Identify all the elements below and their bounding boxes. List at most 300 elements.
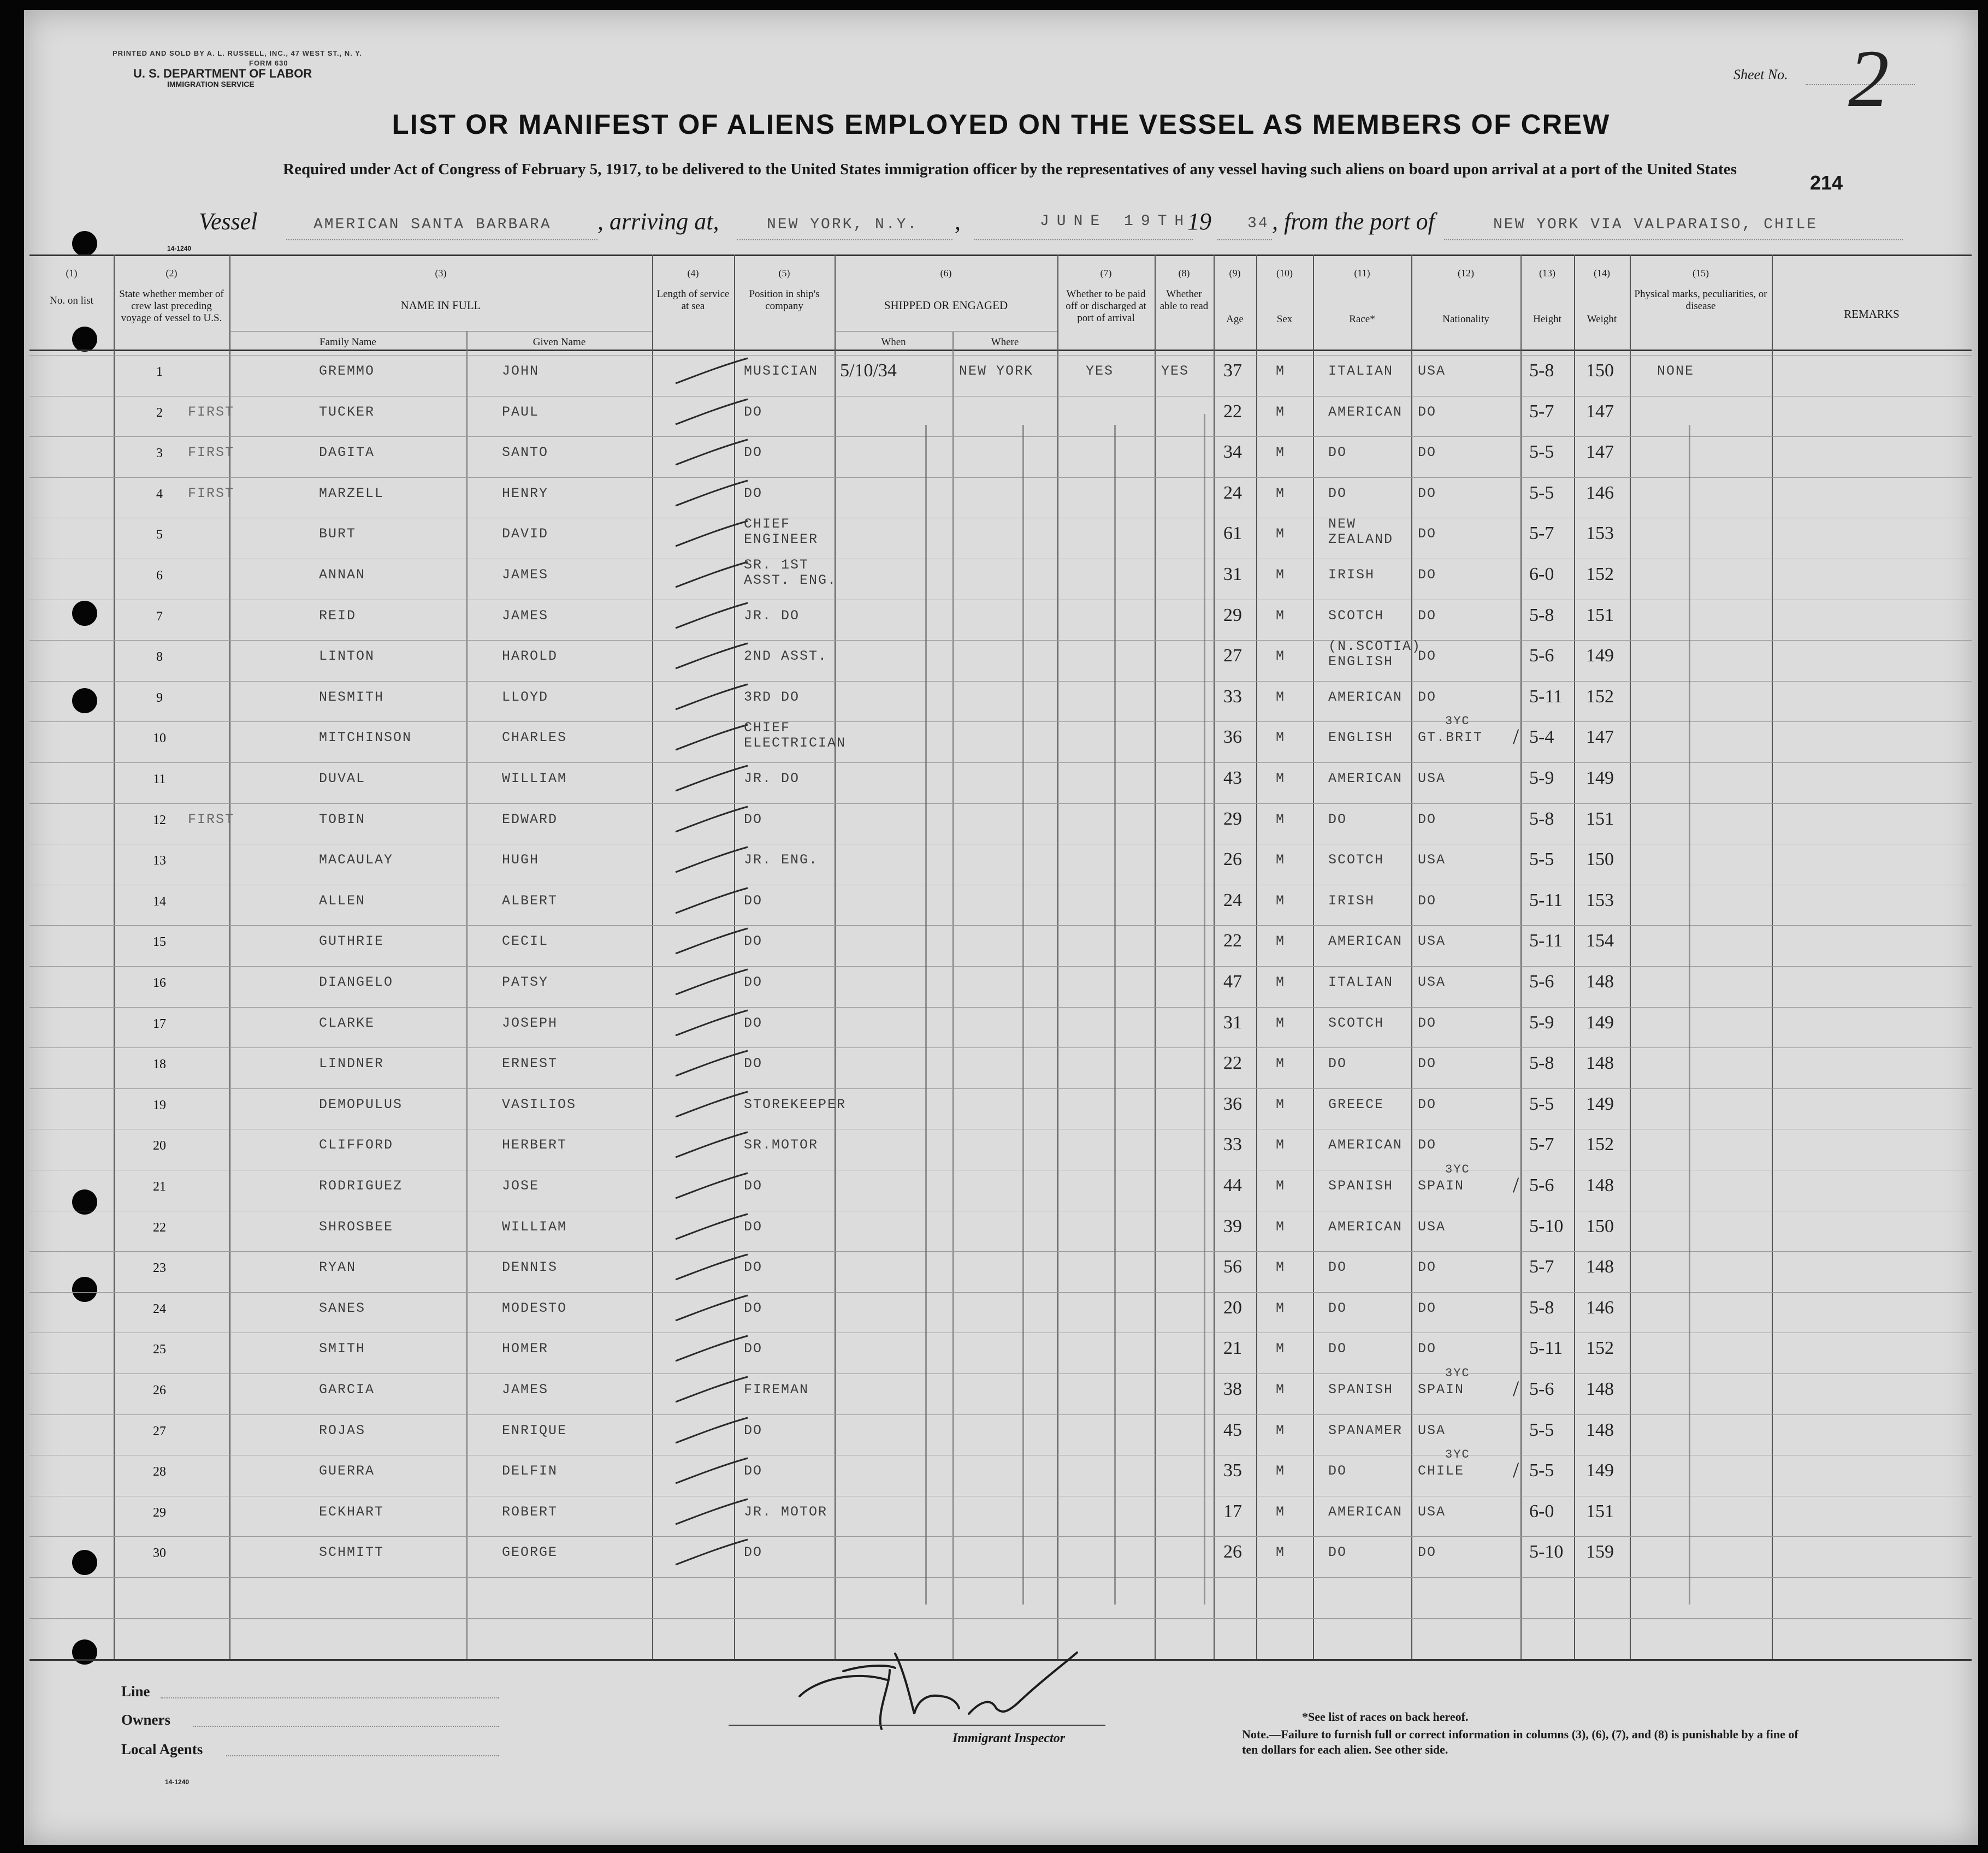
- row-rule: [29, 1618, 1972, 1619]
- cell-age: 47: [1223, 972, 1242, 992]
- cell-age: 17: [1223, 1501, 1242, 1522]
- cell-nat: USA: [1418, 1503, 1446, 1520]
- cell-family: LINDNER: [319, 1056, 384, 1072]
- arriving-value: NEW YORK, N.Y.: [767, 216, 919, 233]
- cell-family: MARZELL: [319, 485, 384, 501]
- cell-height: 5-6: [1529, 1175, 1554, 1195]
- cell-weight: 148: [1586, 1419, 1614, 1440]
- cell-race: GREECE: [1328, 1096, 1384, 1112]
- cell-age: 45: [1223, 1419, 1242, 1440]
- ditto-line: [1689, 425, 1690, 1605]
- cell-family: MACAULAY: [319, 852, 394, 868]
- service-tick-mark: [671, 1414, 753, 1447]
- cell-nat: DO: [1418, 1544, 1437, 1561]
- cell-nat: DO: [1418, 607, 1437, 624]
- cell-height: 5-8: [1529, 808, 1554, 829]
- cell-family: TUCKER: [319, 404, 375, 420]
- cell-position: DO: [744, 1341, 763, 1357]
- cell-given: HAROLD: [502, 648, 558, 665]
- cell-nat: DO: [1418, 892, 1437, 909]
- row-rule: [29, 436, 1972, 437]
- cell-sex: M: [1276, 1422, 1286, 1438]
- penalty-note: Note.—Failure to furnish full or correct information in columns (3), (6), (7), and (8) is punishable by a fine of ten dollars for each alien. See other side.: [1242, 1727, 1798, 1756]
- row-number: 14: [153, 894, 166, 909]
- column-divider: [1574, 254, 1575, 1659]
- column-header: Height: [1533, 313, 1561, 325]
- cell-nat: DO: [1418, 1096, 1437, 1112]
- column-header: Whether to be paid off or discharged at port of arrival: [1066, 288, 1146, 324]
- row-number: 27: [153, 1424, 166, 1438]
- cell-sex: M: [1276, 485, 1286, 501]
- cell-age: 38: [1223, 1379, 1242, 1399]
- check-slash: /: [1513, 1458, 1519, 1483]
- race-note: *See list of races on back hereof.: [1302, 1710, 1469, 1724]
- cell-age: 29: [1223, 605, 1242, 625]
- cell-race: AMERICAN: [1328, 933, 1403, 950]
- cell-position: DO: [744, 1422, 763, 1438]
- cell-weight: 149: [1586, 1093, 1614, 1114]
- cell-given: HUGH: [502, 852, 540, 868]
- ditto-line: [925, 425, 927, 1605]
- row-rule: [29, 1577, 1972, 1578]
- column-header: REMARKS: [1844, 307, 1900, 321]
- cell-age: 31: [1223, 1012, 1242, 1033]
- row-rule: [29, 721, 1972, 722]
- check-slash: /: [1513, 1173, 1519, 1197]
- cell-race: IRISH: [1328, 892, 1375, 909]
- cell-family: SMITH: [319, 1341, 366, 1357]
- service-tick-mark: [671, 966, 753, 999]
- cell-position: DO: [744, 974, 763, 990]
- cell-height: 5-8: [1529, 1053, 1554, 1074]
- cell-weight: 151: [1586, 605, 1614, 625]
- column-number: (4): [687, 268, 699, 279]
- cell-given: CECIL: [502, 933, 549, 950]
- cell-family: RYAN: [319, 1259, 357, 1276]
- cell-prev: FIRST: [188, 485, 235, 501]
- stamp-code: 14-1240: [167, 245, 192, 252]
- cell-race: ENGLISH: [1328, 730, 1394, 746]
- cell-sex: M: [1276, 1178, 1286, 1194]
- cell-given: DELFIN: [502, 1463, 558, 1479]
- column-header: Race*: [1349, 313, 1375, 325]
- cell-height: 5-5: [1529, 1093, 1554, 1114]
- column-number: (10): [1276, 268, 1293, 279]
- row-number: 20: [153, 1139, 166, 1153]
- cell-nat: DO: [1418, 811, 1437, 827]
- cell-read: YES: [1161, 363, 1190, 379]
- cell-sex: M: [1276, 1503, 1286, 1520]
- cell-race: DO: [1328, 811, 1347, 827]
- column-divider: [1630, 254, 1631, 1659]
- cell-given: JAMES: [502, 1382, 549, 1398]
- cell-race: ITALIAN: [1328, 974, 1394, 990]
- cell-family: DEMOPULUS: [319, 1096, 403, 1112]
- column-divider: [1256, 254, 1257, 1659]
- service-tick-mark: [671, 1333, 753, 1365]
- cell-nat: DO: [1418, 648, 1437, 665]
- cell-position: DO: [744, 1463, 763, 1479]
- nationality-note: 3YC: [1445, 1448, 1470, 1462]
- cell-position: DO: [744, 1544, 763, 1561]
- cell-age: 33: [1223, 686, 1242, 707]
- cell-nat: DO: [1418, 1259, 1437, 1276]
- cell-given: JOSEPH: [502, 1015, 558, 1031]
- row-number: 30: [153, 1546, 166, 1561]
- name-subdivider: [466, 331, 468, 1659]
- column-header: Physical marks, peculiarities, or disease: [1634, 288, 1767, 312]
- footer-form-code: 14-1240: [165, 1778, 190, 1786]
- cell-weight: 149: [1586, 1460, 1614, 1481]
- cell-weight: 154: [1586, 931, 1614, 951]
- cell-height: 5-5: [1529, 1419, 1554, 1440]
- cell-height: 5-6: [1529, 1379, 1554, 1399]
- cell-age: 39: [1223, 1216, 1242, 1236]
- service-tick-mark: [671, 1129, 753, 1162]
- nationality-note: 3YC: [1445, 714, 1470, 729]
- cell-family: SHROSBEE: [319, 1218, 394, 1235]
- cell-sex: M: [1276, 1137, 1286, 1153]
- cell-sex: M: [1276, 526, 1286, 542]
- row-number: 5: [156, 528, 163, 542]
- cell-nat: DO: [1418, 445, 1437, 461]
- cell-position: JR. DO: [744, 607, 800, 624]
- cell-height: 5-5: [1529, 849, 1554, 870]
- cell-sex: M: [1276, 933, 1286, 950]
- cell-sex: M: [1276, 852, 1286, 868]
- cell-race: SCOTCH: [1328, 607, 1384, 624]
- cell-position: DO: [744, 445, 763, 461]
- cell-given: SANTO: [502, 445, 549, 461]
- cell-family: GUERRA: [319, 1463, 375, 1479]
- cell-race: (N.SCOTIA) ENGLISH: [1328, 638, 1422, 670]
- cell-age: 27: [1223, 646, 1242, 666]
- cell-age: 24: [1223, 482, 1242, 503]
- column-divider: [1520, 254, 1522, 1659]
- cell-height: 5-6: [1529, 646, 1554, 666]
- cell-given: JOHN: [502, 363, 540, 379]
- cell-age: 22: [1223, 1053, 1242, 1074]
- row-number: 13: [153, 854, 166, 868]
- arrival-date: JUNE 19TH: [1040, 213, 1192, 230]
- service-tick-mark: [671, 436, 753, 469]
- column-number: (3): [435, 268, 447, 279]
- cell-height: 5-11: [1529, 686, 1563, 707]
- cell-weight: 148: [1586, 1175, 1614, 1195]
- cell-sex: M: [1276, 1015, 1286, 1031]
- cell-age: 21: [1223, 1338, 1242, 1359]
- service-tick-mark: [671, 1496, 753, 1529]
- cell-nat: USA: [1418, 852, 1446, 868]
- cell-position: FIREMAN: [744, 1382, 809, 1398]
- cell-position: MUSICIAN: [744, 363, 819, 379]
- cell-race: SCOTCH: [1328, 852, 1384, 868]
- column-divider: [1772, 254, 1773, 1659]
- cell-family: GREMMO: [319, 363, 375, 379]
- vessel-value: AMERICAN SANTA BARBARA: [313, 216, 552, 233]
- cell-family: DUVAL: [319, 771, 366, 786]
- cell-position: SR.MOTOR: [744, 1137, 819, 1153]
- column-number: (15): [1693, 268, 1709, 279]
- cell-weight: 152: [1586, 1338, 1614, 1359]
- nationality-note: 3YC: [1445, 1366, 1470, 1380]
- cell-race: AMERICAN: [1328, 404, 1403, 420]
- service-tick-mark: [671, 1170, 753, 1203]
- cell-position: CHIEF ENGINEER: [744, 516, 819, 548]
- cell-height: 5-11: [1529, 890, 1563, 910]
- cell-race: AMERICAN: [1328, 1137, 1403, 1153]
- cell-given: ENRIQUE: [502, 1422, 567, 1438]
- cell-age: 56: [1223, 1257, 1242, 1277]
- cell-family: GUTHRIE: [319, 933, 384, 950]
- cell-marks: NONE: [1657, 363, 1695, 379]
- cell-given: EDWARD: [502, 811, 558, 827]
- manifest-title: LIST OR MANIFEST OF ALIENS EMPLOYED ON THE VESSEL AS MEMBERS OF CREW: [392, 109, 1611, 140]
- cell-position: JR. ENG.: [744, 852, 819, 868]
- column-number: (2): [165, 268, 177, 279]
- cell-weight: 152: [1586, 686, 1614, 707]
- row-number: 24: [153, 1301, 166, 1316]
- local-agents-label: Local Agents: [121, 1741, 203, 1757]
- cell-sex: M: [1276, 689, 1286, 705]
- cell-nat: USA: [1418, 363, 1446, 379]
- cell-race: SPANISH: [1328, 1178, 1394, 1194]
- cell-position: 2ND ASST.: [744, 648, 828, 665]
- cell-weight: 146: [1586, 1297, 1614, 1318]
- cell-sex: M: [1276, 404, 1286, 420]
- column-number: (6): [940, 268, 952, 279]
- cell-height: 5-5: [1529, 1460, 1554, 1481]
- cell-family: ALLEN: [319, 892, 366, 909]
- cell-sex: M: [1276, 974, 1286, 990]
- service-tick-mark: [671, 803, 753, 836]
- cell-nat: SPAIN: [1418, 1382, 1465, 1398]
- cell-family: CLIFFORD: [319, 1137, 394, 1153]
- service-tick-mark: [671, 355, 753, 388]
- cell-nat: DO: [1418, 526, 1437, 542]
- ditto-line: [1114, 425, 1116, 1605]
- column-number: (13): [1539, 268, 1555, 279]
- column-header: Nationality: [1442, 313, 1489, 325]
- cell-family: ECKHART: [319, 1503, 384, 1520]
- cell-weight: 148: [1586, 1053, 1614, 1074]
- service-tick-mark: [671, 1292, 753, 1325]
- service-tick-mark: [671, 600, 753, 632]
- cell-height: 5-8: [1529, 360, 1554, 381]
- cell-nat: USA: [1418, 1218, 1446, 1235]
- cell-height: 5-7: [1529, 1134, 1554, 1155]
- cell-sex: M: [1276, 1096, 1286, 1112]
- cell-age: 20: [1223, 1297, 1242, 1318]
- cell-nat: DO: [1418, 567, 1437, 583]
- row-rule: [29, 925, 1972, 926]
- when-subheader: When: [881, 336, 906, 348]
- row-rule: [29, 355, 1972, 356]
- cell-weight: 159: [1586, 1542, 1614, 1562]
- cell-given: DAVID: [502, 526, 549, 542]
- cell-height: 5-9: [1529, 1012, 1554, 1033]
- manifest-sheet: [24, 10, 1978, 1845]
- row-rule: [29, 1292, 1972, 1293]
- cell-weight: 147: [1586, 727, 1614, 748]
- cell-family: DAGITA: [319, 445, 375, 461]
- service: IMMIGRATION SERVICE: [167, 80, 255, 88]
- cell-sex: M: [1276, 1544, 1286, 1561]
- cell-age: 37: [1223, 360, 1242, 381]
- cell-position: STOREKEEPER: [744, 1096, 847, 1112]
- cell-sex: M: [1276, 607, 1286, 624]
- cell-age: 22: [1223, 931, 1242, 951]
- cell-race: NEW ZEALAND: [1328, 516, 1394, 548]
- cell-sex: M: [1276, 1382, 1286, 1398]
- column-divider: [835, 254, 836, 1659]
- cell-given: PAUL: [502, 404, 540, 420]
- service-tick-mark: [671, 1007, 753, 1040]
- family-name-subheader: Family Name: [319, 336, 376, 348]
- cell-position: DO: [744, 1056, 763, 1072]
- cell-sex: M: [1276, 363, 1286, 379]
- cell-sex: M: [1276, 811, 1286, 827]
- cell-position: DO: [744, 1015, 763, 1031]
- cell-given: ALBERT: [502, 892, 558, 909]
- row-number: 28: [153, 1465, 166, 1479]
- year-label: 19: [1187, 208, 1211, 235]
- cell-family: GARCIA: [319, 1382, 375, 1398]
- row-number: 3: [156, 446, 163, 461]
- service-tick-mark: [671, 844, 753, 877]
- cell-weight: 153: [1586, 523, 1614, 544]
- column-header: Sex: [1276, 313, 1293, 325]
- cell-sex: M: [1276, 1218, 1286, 1235]
- cell-given: CHARLES: [502, 730, 567, 746]
- service-tick-mark: [671, 1088, 753, 1121]
- service-tick-mark: [671, 1455, 753, 1488]
- cell-given: VASILIOS: [502, 1096, 577, 1112]
- check-slash: /: [1513, 724, 1519, 749]
- cell-age: 34: [1223, 442, 1242, 463]
- row-number: 23: [153, 1261, 166, 1276]
- cell-race: DO: [1328, 1544, 1347, 1561]
- row-rule: [29, 1536, 1972, 1537]
- row-rule: [29, 966, 1972, 967]
- row-rule: [29, 1047, 1972, 1048]
- cell-sex: M: [1276, 1341, 1286, 1357]
- row-number: 21: [153, 1180, 166, 1194]
- punch-hole: [72, 1550, 97, 1575]
- cell-family: TOBIN: [319, 811, 366, 827]
- sheet-number: 2: [1848, 33, 1889, 124]
- punch-hole: [72, 1277, 97, 1302]
- row-number: 29: [153, 1505, 166, 1520]
- cell-nat: USA: [1418, 933, 1446, 950]
- cell-height: 5-8: [1529, 605, 1554, 625]
- cell-sex: M: [1276, 892, 1286, 909]
- cell-race: DO: [1328, 445, 1347, 461]
- cell-sex: M: [1276, 1056, 1286, 1072]
- cell-height: 5-5: [1529, 482, 1554, 503]
- from-port-value: NEW YORK VIA VALPARAISO, CHILE: [1493, 216, 1818, 233]
- cell-age: 35: [1223, 1460, 1242, 1481]
- cell-nat: DO: [1418, 1015, 1437, 1031]
- cell-age: 24: [1223, 890, 1242, 910]
- cell-nat: DO: [1418, 1056, 1437, 1072]
- cell-weight: 150: [1586, 360, 1614, 381]
- line-label: Line: [121, 1683, 150, 1700]
- cell-height: 5-8: [1529, 1297, 1554, 1318]
- cell-family: NESMITH: [319, 689, 384, 705]
- cell-race: IRISH: [1328, 567, 1375, 583]
- punch-hole: [72, 601, 97, 626]
- cell-weight: 147: [1586, 442, 1614, 463]
- cell-family: LINTON: [319, 648, 375, 665]
- row-rule: [29, 640, 1972, 641]
- cell-position: DO: [744, 1178, 763, 1194]
- row-number: 11: [153, 772, 166, 786]
- column-number: (7): [1100, 268, 1112, 279]
- cell-age: 22: [1223, 401, 1242, 422]
- cell-age: 31: [1223, 564, 1242, 584]
- column-divider: [652, 254, 653, 1659]
- service-tick-mark: [671, 640, 753, 673]
- cell-height: 5-7: [1529, 1257, 1554, 1277]
- row-rule: [29, 477, 1972, 478]
- column-number: (12): [1458, 268, 1474, 279]
- cell-sex: M: [1276, 445, 1286, 461]
- where-subheader: Where: [991, 336, 1019, 348]
- column-number: (5): [778, 268, 790, 279]
- cell-given: HOMER: [502, 1341, 549, 1357]
- row-rule: [29, 1251, 1972, 1252]
- cell-given: ROBERT: [502, 1503, 558, 1520]
- cell-race: DO: [1328, 485, 1347, 501]
- cell-race: AMERICAN: [1328, 771, 1403, 786]
- row-number: 1: [156, 365, 163, 379]
- cell-nat: GT.BRIT: [1418, 730, 1483, 746]
- row-rule: [29, 1414, 1972, 1415]
- sheet-no-label: Sheet No.: [1733, 67, 1788, 82]
- cell-position: JR. DO: [744, 771, 800, 786]
- cell-given: JAMES: [502, 607, 549, 624]
- column-number: (1): [66, 268, 78, 279]
- form-number: 214: [1810, 171, 1843, 194]
- service-tick-mark: [671, 681, 753, 714]
- service-tick-mark: [671, 762, 753, 795]
- column-number: (8): [1178, 268, 1190, 279]
- cell-position: DO: [744, 811, 763, 827]
- cell-family: DIANGELO: [319, 974, 394, 990]
- cell-sex: M: [1276, 771, 1286, 786]
- cell-race: AMERICAN: [1328, 689, 1403, 705]
- service-tick-mark: [671, 1251, 753, 1284]
- cell-weight: 148: [1586, 1379, 1614, 1399]
- ditto-line: [1022, 425, 1024, 1605]
- cell-nat: USA: [1418, 1422, 1446, 1438]
- cell-nat: DO: [1418, 1137, 1437, 1153]
- cell-nat: SPAIN: [1418, 1178, 1465, 1194]
- cell-weight: 149: [1586, 768, 1614, 788]
- cell-prev: FIRST: [188, 811, 235, 827]
- cell-nat: CHILE: [1418, 1463, 1465, 1479]
- cell-given: PATSY: [502, 974, 549, 990]
- cell-given: GEORGE: [502, 1544, 558, 1561]
- service-tick-mark: [671, 721, 753, 754]
- cell-age: 43: [1223, 768, 1242, 788]
- cell-weight: 148: [1586, 972, 1614, 992]
- punch-hole: [72, 1639, 97, 1665]
- arrival-year: 34: [1247, 215, 1269, 232]
- row-number: 15: [153, 935, 166, 950]
- row-number: 19: [153, 1098, 166, 1112]
